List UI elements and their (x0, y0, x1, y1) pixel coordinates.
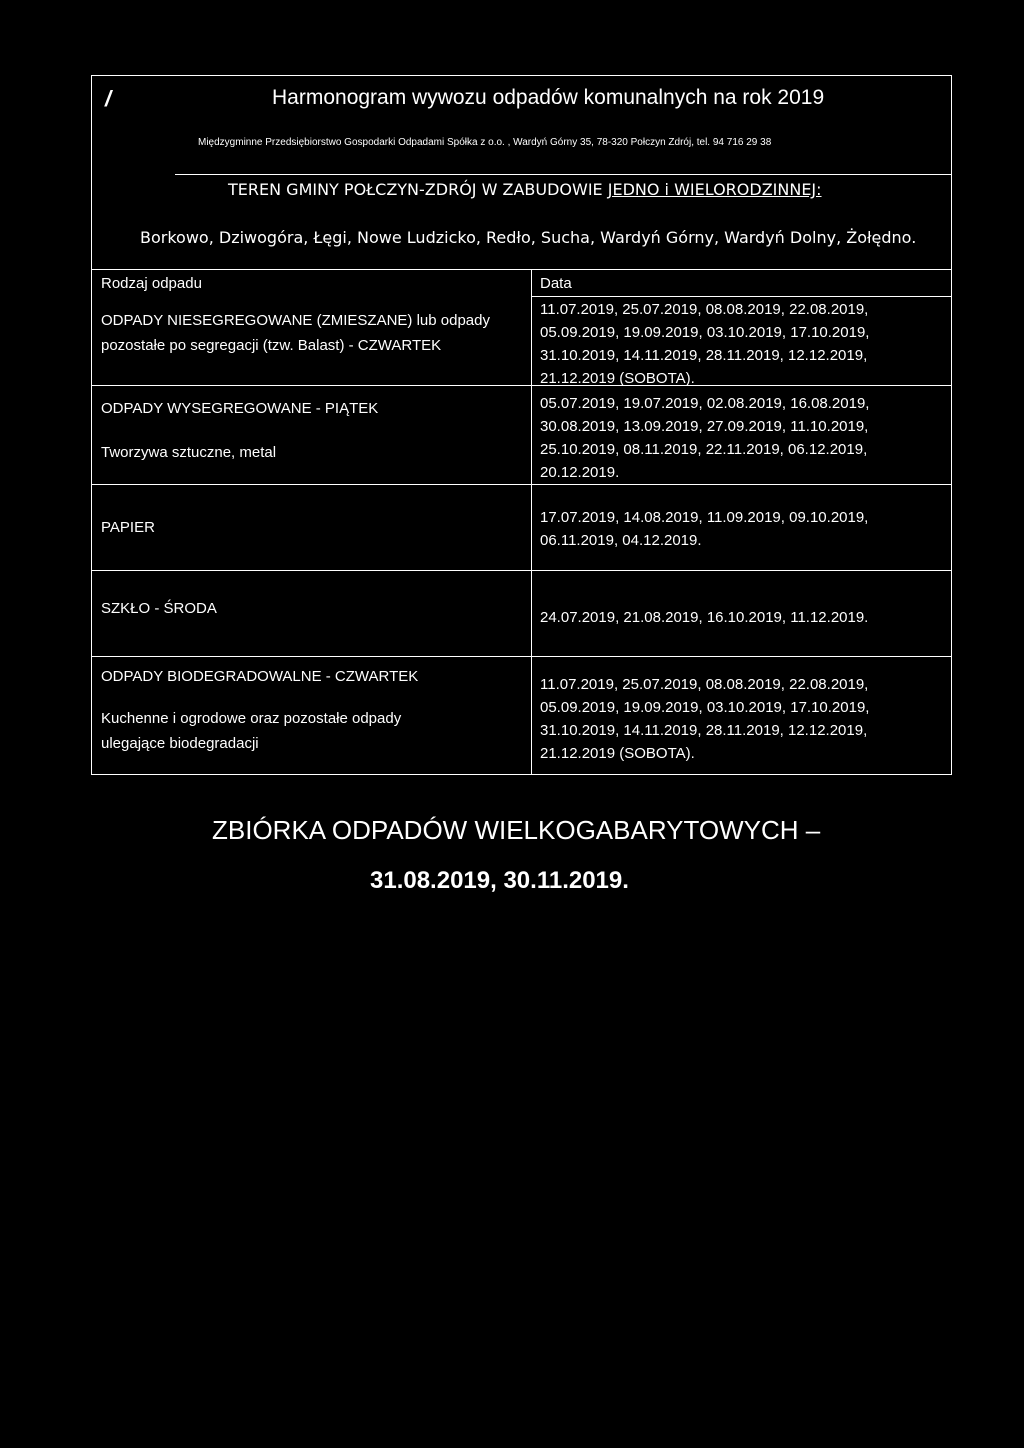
divider-header (175, 174, 952, 175)
divider-row3 (91, 570, 952, 571)
divider-row2 (91, 484, 952, 485)
territory-underlined: JEDNO i WIELORODZINNEJ: (607, 180, 822, 199)
row-segregated-line2: Tworzywa sztuczne, metal (101, 444, 277, 461)
row-paper-label: PAPIER (101, 519, 155, 536)
column-header-date: Data (540, 275, 572, 292)
divider-row4 (91, 656, 952, 657)
territory-prefix: TEREN GMINY POŁCZYN-ZDRÓJ W ZABUDOWIE (228, 180, 608, 199)
localities-list: Borkowo, Dziwogóra, Łęgi, Nowe Ludzicko, Redło, Sucha, Wardyń Górny, Wardyń Dolny, Żołędno. (140, 228, 917, 247)
row-segregated-dates: 05.07.2019, 19.07.2019, 02.08.2019, 16.08.2019, 30.08.2019, 13.09.2019, 27.09.2019, 11.10.2019, 25.10.2019, 08.11.2019, 22.11.2019, 06.12.2019, 20.12.2019. (540, 395, 870, 481)
row-glass-label: SZKŁO - ŚRODA (101, 600, 217, 617)
bulky-collection-title: ZBIÓRKA ODPADÓW WIELKOGABARYTOWYCH – (212, 815, 821, 845)
row-bio-line2: Kuchenne i ogrodowe oraz pozostałe odpady (101, 710, 402, 727)
row-glass-dates: 24.07.2019, 21.08.2019, 16.10.2019, 11.12.2019. (540, 609, 869, 626)
corner-mark: / (105, 86, 112, 111)
territory-heading (228, 180, 822, 199)
page-title: Harmonogram wywozu odpadów komunalnych na rok 2019 (272, 86, 825, 109)
column-divider (531, 269, 532, 775)
row-bio-line3: ulegające biodegradacji (101, 735, 259, 752)
bulky-collection-dates: 31.08.2019, 30.11.2019. (370, 867, 629, 894)
row-mixed-line2: pozostałe po segregacji (tzw. Balast) - CZWARTEK (101, 337, 442, 354)
company-info: Międzygminne Przedsiębiorstwo Gospodarki Odpadami Spółka z o.o. , Wardyń Górny 35, 78-320 Połczyn Zdrój, tel. 94 716 29 38 (198, 137, 772, 148)
row-bio-line1: ODPADY BIODEGRADOWALNE - CZWARTEK (101, 668, 419, 685)
row-mixed-dates: 11.07.2019, 25.07.2019, 08.08.2019, 22.08.2019, 05.09.2019, 19.09.2019, 03.10.2019, 17.10.2019, 31.10.2019, 14.11.2019, 28.11.2019, 12.12.2019, 21.12.2019 (SOBOTA). (540, 301, 870, 387)
column-header-waste: Rodzaj odpadu (101, 275, 202, 292)
row-mixed-line1: ODPADY NIESEGREGOWANE (ZMIESZANE) lub odpady (101, 312, 490, 329)
divider-row1 (91, 385, 952, 386)
row-segregated-line1: ODPADY WYSEGREGOWANE - PIĄTEK (101, 400, 379, 417)
divider-header-row (531, 296, 952, 297)
divider-table-top (91, 269, 952, 270)
row-paper-dates: 17.07.2019, 14.08.2019, 11.09.2019, 09.10.2019, 06.11.2019, 04.12.2019. (540, 509, 869, 549)
row-bio-dates: 11.07.2019, 25.07.2019, 08.08.2019, 22.08.2019, 05.09.2019, 19.09.2019, 03.10.2019, 17.10.2019, 31.10.2019, 14.11.2019, 28.11.2019, 12.12.2019, 21.12.2019 (SOBOTA). (540, 676, 870, 762)
